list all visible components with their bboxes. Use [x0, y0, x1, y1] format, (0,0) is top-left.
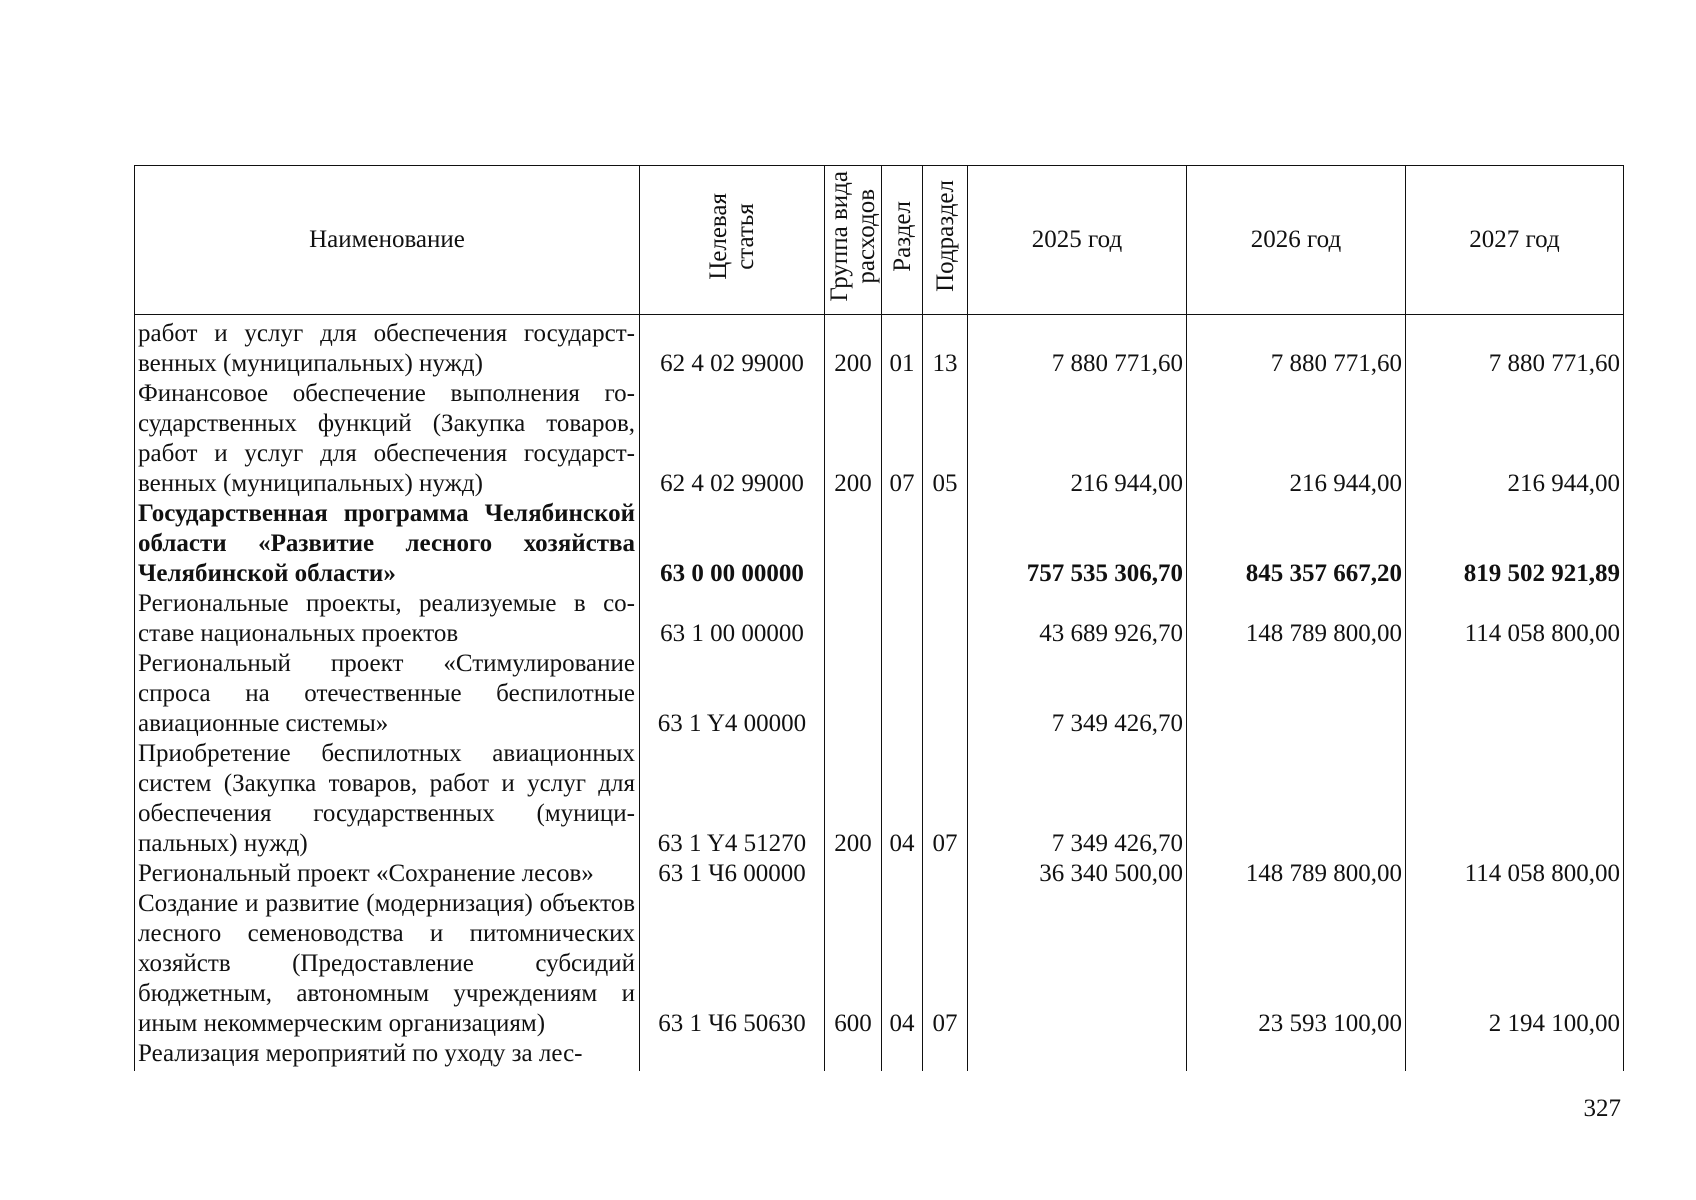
header-section: Раздел [882, 166, 923, 315]
row-subsection [923, 589, 968, 649]
header-year-2026: 2026 год [1187, 166, 1406, 315]
header-name: Наименование [135, 166, 640, 315]
table-row [135, 315, 1624, 380]
table-row [135, 859, 1624, 889]
row-2026 [1187, 649, 1406, 739]
row-2026: 148 789 800,00 [1187, 859, 1406, 889]
row-name: Государственная программа Челябинской области «Развитие лесного хозяйства Челябинской области» [135, 499, 640, 589]
row-2025 [968, 1039, 1187, 1071]
row-subsection: 13 [923, 315, 968, 380]
row-2026: 148 789 800,00 [1187, 589, 1406, 649]
row-2027: 114 058 800,00 [1406, 859, 1624, 889]
row-2025: 7 349 426,70 [968, 649, 1187, 739]
row-subsection: 07 [923, 739, 968, 859]
header-year-2027: 2027 год [1406, 166, 1624, 315]
row-section: 04 [882, 739, 923, 859]
row-section: 01 [882, 315, 923, 380]
row-target-code: 63 0 00 00000 [640, 499, 825, 589]
table-row [135, 649, 1624, 739]
row-name: Финансовое обеспечение выполнения государственных функций (Закупка товаров, работ и услуг для обеспечения государственных (муниципальных) нужд) [135, 379, 640, 499]
table-header [135, 166, 1624, 315]
row-target-code: 63 1 Y4 51270 [640, 739, 825, 859]
header-subsection: Подраздел [923, 166, 968, 315]
row-section [882, 499, 923, 589]
row-2027: 7 880 771,60 [1406, 315, 1624, 380]
row-section [882, 1039, 923, 1071]
row-2027 [1406, 1039, 1624, 1071]
row-section [882, 649, 923, 739]
page-number: 327 [1583, 1095, 1621, 1122]
row-section: 04 [882, 889, 923, 1039]
table-row [135, 1039, 1624, 1071]
row-name: Приобретение беспилотных авиационных систем (Закупка товаров, работ и услуг для обеспечения государственных (муниципальных) нужд) [135, 739, 640, 859]
row-2026 [1187, 739, 1406, 859]
row-2027 [1406, 739, 1624, 859]
table-row [135, 499, 1624, 589]
row-2025: 43 689 926,70 [968, 589, 1187, 649]
row-2026: 7 880 771,60 [1187, 315, 1406, 380]
row-subsection: 05 [923, 379, 968, 499]
row-target-code [640, 1039, 825, 1071]
row-section [882, 589, 923, 649]
row-name: Региональный проект «Сохранение лесов» [135, 859, 640, 889]
row-target-code: 62 4 02 99000 [640, 315, 825, 380]
row-group: 200 [825, 315, 882, 380]
header-group: Группа вида расходов [825, 166, 882, 315]
row-2026: 23 593 100,00 [1187, 889, 1406, 1039]
row-target-code: 63 1 Ч6 00000 [640, 859, 825, 889]
row-name: Региональные проекты, реализуемые в составе национальных проектов [135, 589, 640, 649]
row-2025: 36 340 500,00 [968, 859, 1187, 889]
row-target-code: 63 1 Y4 00000 [640, 649, 825, 739]
table-row [135, 589, 1624, 649]
header-year-2025: 2025 год [968, 166, 1187, 315]
row-group [825, 859, 882, 889]
row-2025 [968, 889, 1187, 1039]
budget-table [134, 165, 1624, 1071]
row-group: 200 [825, 379, 882, 499]
row-2025: 757 535 306,70 [968, 499, 1187, 589]
row-2026: 216 944,00 [1187, 379, 1406, 499]
row-2025: 216 944,00 [968, 379, 1187, 499]
row-group [825, 1039, 882, 1071]
row-2027: 216 944,00 [1406, 379, 1624, 499]
row-subsection [923, 499, 968, 589]
table-row [135, 379, 1624, 499]
row-target-code: 63 1 Ч6 50630 [640, 889, 825, 1039]
table-body [135, 315, 1624, 1072]
row-2025: 7 880 771,60 [968, 315, 1187, 380]
row-section: 07 [882, 379, 923, 499]
row-subsection: 07 [923, 889, 968, 1039]
row-2027: 819 502 921,89 [1406, 499, 1624, 589]
row-group [825, 499, 882, 589]
row-subsection [923, 859, 968, 889]
row-2025: 7 349 426,70 [968, 739, 1187, 859]
row-group: 200 [825, 739, 882, 859]
row-name: Создание и развитие (модернизация) объектов лесного семеноводства и питомнических хозяйств (Предоставление субсидий бюджетным, автономным учреждениям и иным некоммерческим организациям) [135, 889, 640, 1039]
row-subsection [923, 649, 968, 739]
row-group [825, 589, 882, 649]
row-name: Региональный проект «Стимулирование спроса на отечественные беспилотные авиационные системы» [135, 649, 640, 739]
row-subsection [923, 1039, 968, 1071]
table-row [135, 739, 1624, 859]
row-2026: 845 357 667,20 [1187, 499, 1406, 589]
row-name: Реализация мероприятий по уходу за лес- [135, 1039, 640, 1071]
table-row [135, 889, 1624, 1039]
row-target-code: 63 1 00 00000 [640, 589, 825, 649]
row-section [882, 859, 923, 889]
row-2027: 114 058 800,00 [1406, 589, 1624, 649]
row-2027 [1406, 649, 1624, 739]
row-target-code: 62 4 02 99000 [640, 379, 825, 499]
row-group: 600 [825, 889, 882, 1039]
row-name: работ и услуг для обеспечения государственных (муниципальных) нужд) [135, 315, 640, 380]
header-target: Целевая статья [640, 166, 825, 315]
row-2026 [1187, 1039, 1406, 1071]
row-2027: 2 194 100,00 [1406, 889, 1624, 1039]
row-group [825, 649, 882, 739]
